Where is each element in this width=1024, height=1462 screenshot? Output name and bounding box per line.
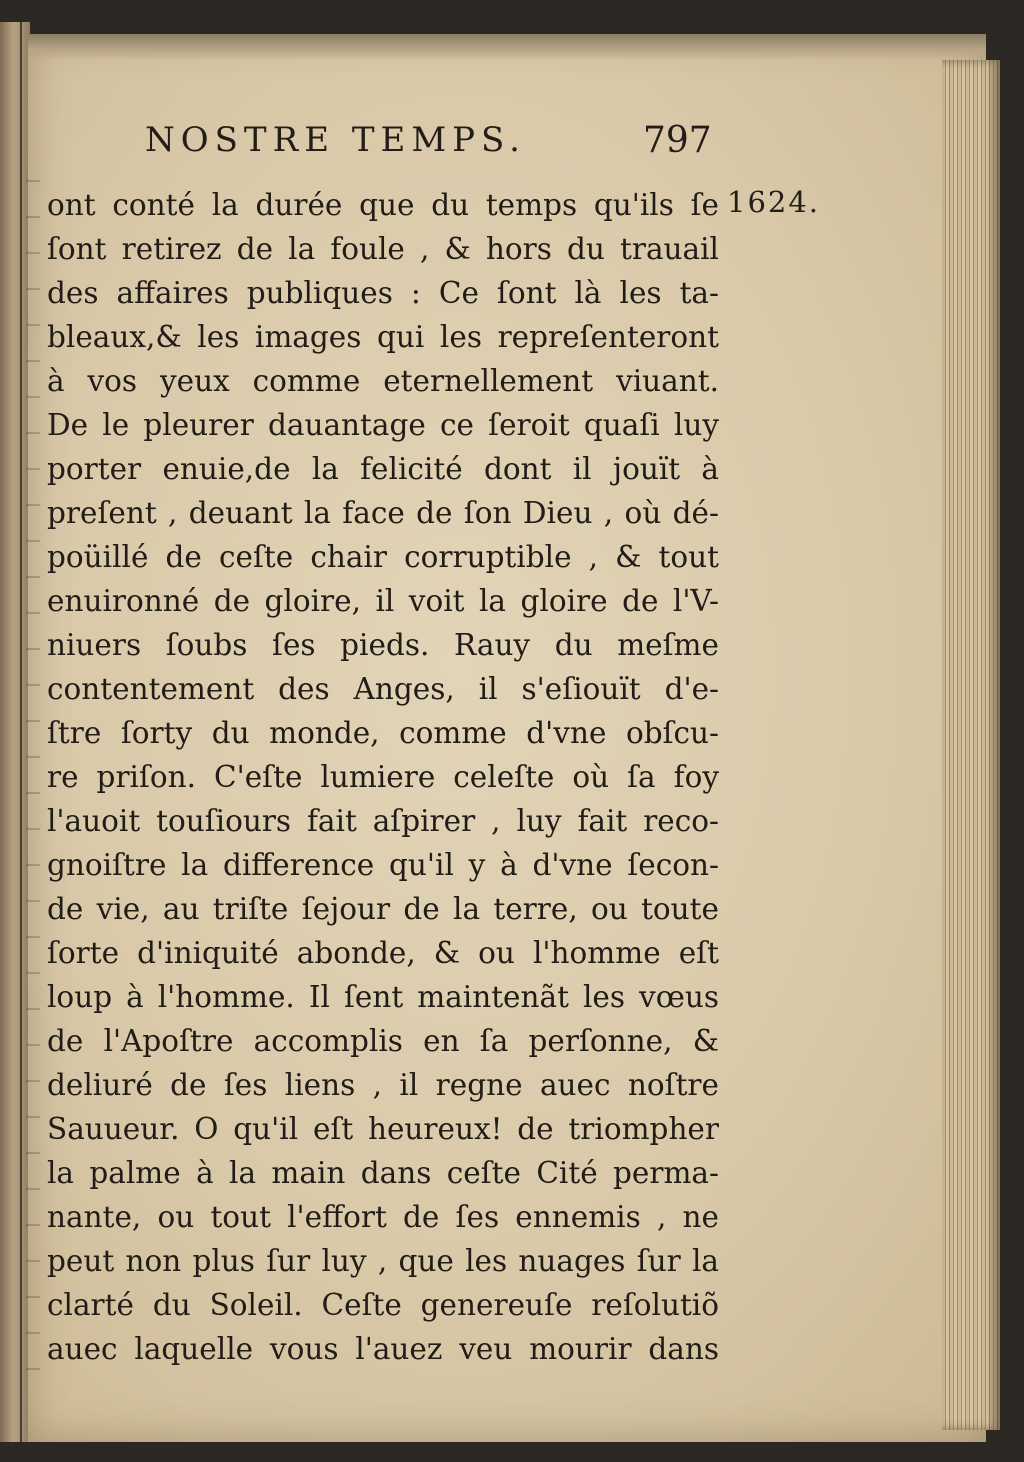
text-line: ſorte d'iniquité abonde, & ou l'homme eſt (47, 936, 719, 970)
margin-note-year: 1624. (727, 185, 821, 219)
text-line: gnoiſtre la difference qu'il y à d'vne ſecon- (47, 848, 719, 882)
text-line: deliuré de ſes liens , il regne auec noſtre (47, 1068, 719, 1102)
text-line: re priſon. C'eſte lumiere celeſte où ſa foy (47, 760, 719, 794)
text-line: clarté du Soleil. Ceſte genereuſe reſolutiõ (47, 1288, 719, 1322)
page-number: 797 (643, 120, 712, 161)
text-line: ont conté la durée que du temps qu'ils ſe (47, 188, 719, 222)
text-line: ſtre ſorty du monde, comme d'vne obſcu- (47, 716, 719, 750)
text-line: loup à l'homme. Il ſent maintenãt les vœus (47, 980, 719, 1014)
text-line: auec laquelle vous l'auez veu mourir dans (47, 1332, 719, 1366)
text-line: la palme à la main dans ceſte Cité perma- (47, 1156, 719, 1190)
text-line: l'auoit touſiours fait aſpirer , luy fait reco- (47, 804, 719, 838)
text-line: contentement des Anges, il s'eſiouït d'e- (47, 672, 719, 706)
text-line: peut non plus ſur luy , que les nuages ſur la (47, 1244, 719, 1278)
text-line: de vie, au triſte ſejour de la terre, ou toute (47, 892, 719, 926)
text-line: enuironné de gloire, il voit la gloire de l'V- (47, 584, 719, 618)
text-line: niuers ſoubs ſes pieds. Rauy du meſme (47, 628, 719, 662)
text-line: nante, ou tout l'effort de ſes ennemis , ne (47, 1200, 719, 1234)
text-line: poüillé de ceſte chair corruptible , & tout (47, 540, 719, 574)
text-line: ſont retirez de la foule , & hors du trauail (47, 232, 719, 266)
text-line: de l'Apoſtre accomplis en ſa perſonne, & (47, 1024, 719, 1058)
text-line: preſent , deuant la face de ſon Dieu , où dé- (47, 496, 719, 530)
text-line: porter enuie,de la felicité dont il jouït à (47, 452, 719, 486)
text-line: des affaires publiques : Ce ſont là les ta- (47, 276, 719, 310)
text-line: Sauueur. O qu'il eſt heureux! de triompher (47, 1112, 719, 1146)
text-line: bleaux,& les images qui les repreſenteront (47, 320, 719, 354)
running-title: NOSTRE TEMPS. (145, 120, 526, 160)
text-line: De le pleurer dauantage ce ſeroit quaſi luy (47, 408, 719, 442)
text-line: à vos yeux comme eternellement viuant. (47, 364, 719, 398)
